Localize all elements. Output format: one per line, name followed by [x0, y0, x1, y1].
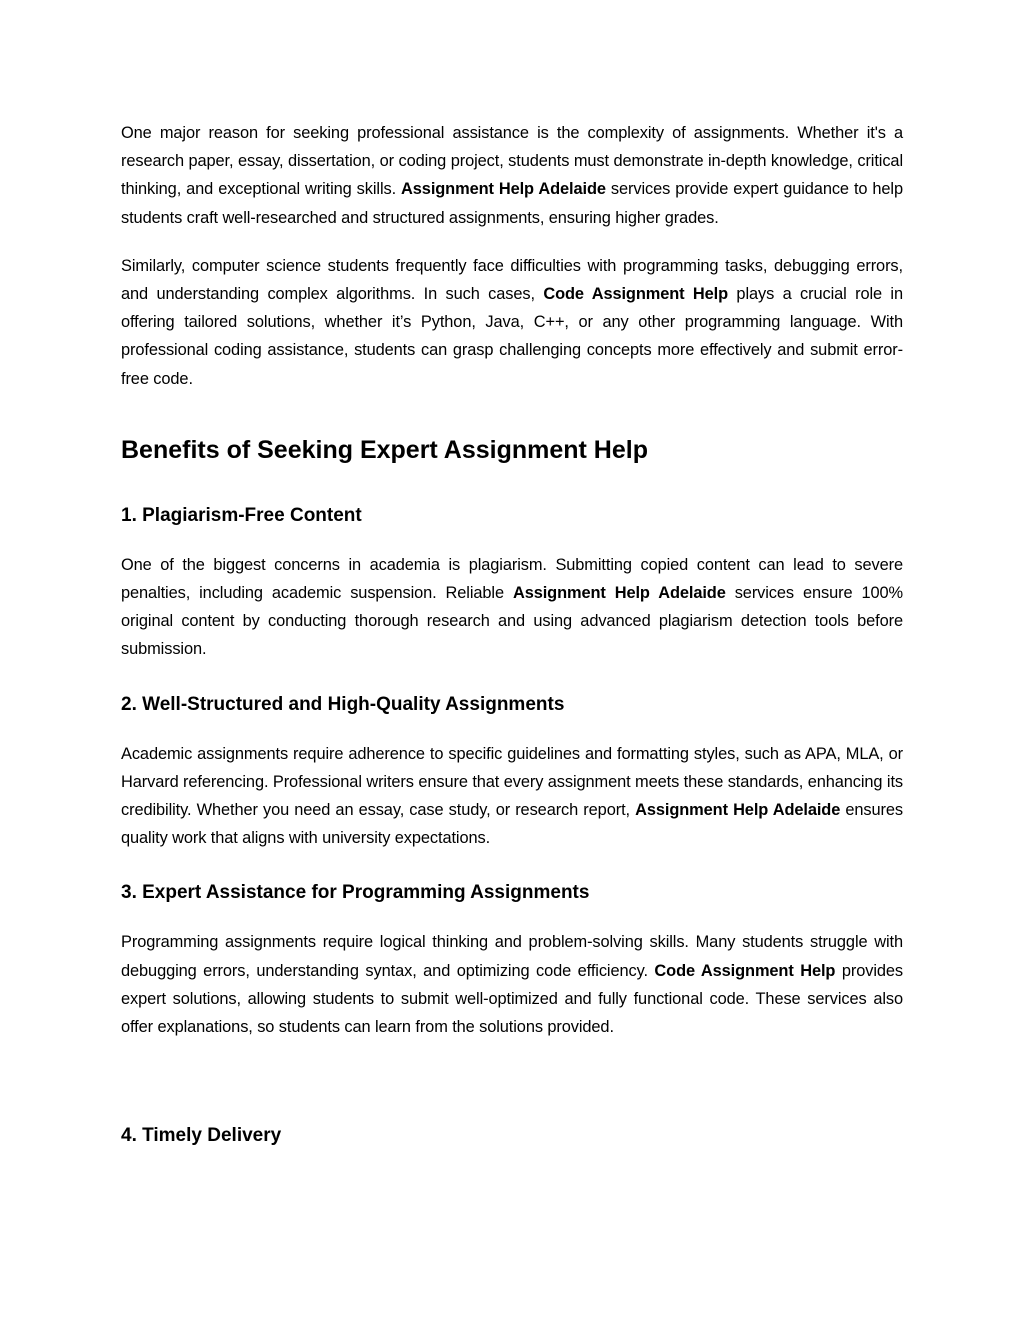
document-page	[121, 119, 903, 1171]
paragraph-text: Academic assignments require adherence to specific guidelines and formatting styles, such as APA, MLA, or Harvard referencing. Professional writers ensure that every assignment meets these standards, enhancing its credibility. Whether you need an essay, case study, or research report,	[121, 744, 903, 820]
keyword-code-assignment-help: Code Assignment Help	[543, 285, 729, 304]
paragraph-text: services provide expert guidance to help students craft well-researched and structured assignments, ensuring higher grades.	[121, 180, 903, 227]
paragraph-text: ensures quality work that aligns with university expectations.	[121, 801, 903, 848]
paragraph-plagiarism	[121, 551, 903, 664]
paragraph-text: Programming assignments require logical thinking and problem-solving skills. Many students struggle with debugging errors, understanding syntax, and optimizing code efficiency.	[121, 933, 903, 980]
paragraph-complexity	[121, 119, 903, 232]
section-heading: Benefits of Seeking Expert Assignment Help	[121, 435, 648, 464]
paragraph-programming	[121, 252, 903, 393]
subheading-plagiarism: 1. Plagiarism-Free Content	[121, 504, 362, 526]
keyword-assignment-help-adelaide: Assignment Help Adelaide	[401, 180, 606, 199]
keyword-assignment-help-adelaide: Assignment Help Adelaide	[512, 584, 726, 603]
paragraph-text: One of the biggest concerns in academia is plagiarism. Submitting copied content can lead to severe penalties, including academic suspension. Reliable	[121, 555, 903, 603]
paragraph-programming-help	[121, 928, 903, 1041]
paragraph-text: plays a crucial role in offering tailored solutions, whether it’s Python, Java, C++, or any other programming language. With professional coding assistance, students can grasp challenging concepts more effectively and submit error-free code.	[121, 285, 903, 388]
keyword-assignment-help-adelaide: Assignment Help Adelaide	[635, 801, 841, 820]
keyword-code-assignment-help: Code Assignment Help	[654, 961, 836, 980]
paragraph-text: services ensure 100% original content by conducting thorough research and using advanced plagiarism detection tools before submission.	[121, 584, 903, 659]
paragraph-text: provides expert solutions, allowing students to submit well-optimized and fully functional code. These services also offer explanations, so students can learn from the solutions provided.	[121, 961, 903, 1037]
paragraph-text: Similarly, computer science students frequently face difficulties with programming tasks, debugging errors, and understanding complex algorithms. In such cases,	[121, 256, 903, 304]
subheading-programming: 3. Expert Assistance for Programming Assignments	[121, 882, 590, 904]
subheading-timely-delivery: 4. Timely Delivery	[121, 1125, 282, 1147]
paragraph-text: One major reason for seeking professional assistance is the complexity of assignments. Whether it's a research paper, essay, dissertation, or coding project, students must demonstrate in-depth knowledge, critical thinking, and exceptional writing skills.	[121, 124, 903, 199]
paragraph-quality	[121, 740, 903, 853]
subheading-quality: 2. Well-Structured and High-Quality Assignments	[121, 693, 565, 715]
